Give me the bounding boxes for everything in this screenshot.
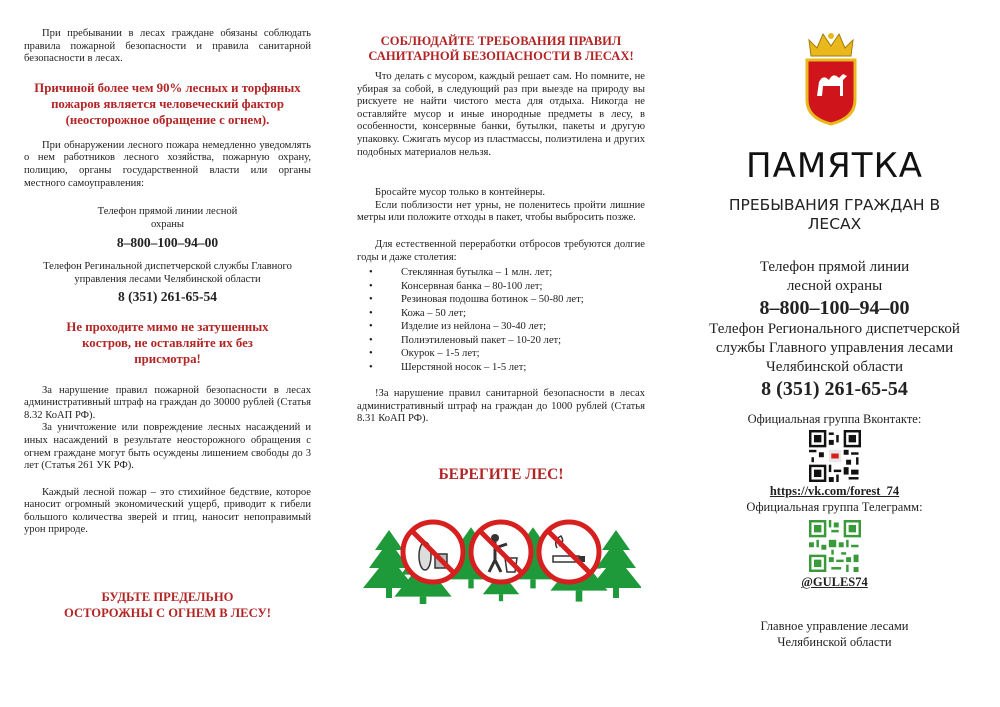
- list-item: • Полиэтиленовый пакет – 10-20 лет;: [401, 334, 645, 348]
- list-item: • Изделие из нейлона – 30-40 лет;: [401, 320, 645, 334]
- brochure-title: ПАМЯТКА: [746, 146, 923, 186]
- damage-text: Каждый лесной пожар – это стихийное бедствие, которое наносит огромный экономический ущерб, приводит к гибели большого количества зверей и птиц, наносит непоправимый урон природе.: [24, 486, 311, 536]
- criminal-liability-text: За уничтожение или повреждение лесных насаждений и иных насаждений в результате неосторожного обращения с огнем граждане могут быть осуждены лишением свободы до 3 лет (Статья 261 УК РФ).: [24, 422, 311, 472]
- brochure-subtitle: ПРЕБЫВАНИЯ ГРАЖДАН В ЛЕСАХ: [728, 196, 941, 233]
- list-item: • Окурок – 1-5 лет;: [401, 347, 645, 361]
- fine-fire-text: За нарушение правил пожарной безопасности в лесах административный штраф на граждан до 30000 рублей (Статья 8.32 КоАП РФ).: [24, 384, 311, 421]
- cover-hotline-label: Телефон прямой линии лесной охраны: [759, 259, 910, 294]
- containers-text: Бросайте мусор только в контейнеры.: [375, 187, 546, 199]
- cover-regional-label: Телефон Регионального диспетчерской службы Главного управления лесами Челябинской области: [709, 321, 960, 375]
- list-item: • Шерстяной носок – 1-5 лет;: [401, 361, 645, 375]
- hotline-label: Телефон прямой линии лесной охраны: [97, 206, 238, 230]
- telegram-handle[interactable]: @GULES74: [801, 575, 868, 589]
- column-cover: [667, 0, 1000, 707]
- no-dumping-sign-icon: [471, 522, 531, 582]
- no-bin-text: Если поблизости нет урны, не поленитесь пройти лишние метры или положите отходы в пакет, чтобы выбросить позже.: [357, 199, 645, 224]
- column-sanitary: [333, 0, 667, 707]
- sanitary-fine-text: !За нарушение правил санитарной безопасности в лесах административный штраф на граждан до 1000 рублей (Статья 8.31 КоАП РФ).: [357, 388, 645, 425]
- vk-label: Официальная группа Вконтакте:: [747, 412, 922, 426]
- telegram-qr-code-icon: [809, 520, 861, 572]
- warning-human-factor: Причиной более чем 90% лесных и торфяных пожаров является человеческий фактор (неосторожное обращение с огнем).: [34, 80, 301, 127]
- cover-regional-phone: 8 (351) 261-65-54: [761, 378, 908, 400]
- cover-hotline-phone: 8–800–100–94–00: [759, 297, 910, 319]
- warning-campfire: Не проходите мимо не затушенных костров, не оставляйте их без присмотра!: [66, 319, 269, 366]
- report-fire-text: При обнаружении лесного пожара немедленно уведомлять о нем работников лесного хозяйства, пожарную охрану, полицию, органы государственной власти или органы местного самоуправления:: [24, 139, 311, 189]
- decomposition-list: [357, 266, 645, 374]
- sanitary-heading: СОБЛЮДАЙТЕ ТРЕБОВАНИЯ ПРАВИЛ САНИТАРНОЙ БЕЗОПАСНОСТИ В ЛЕСАХ!: [368, 34, 634, 63]
- chelyabinsk-emblem-icon: [803, 30, 859, 126]
- column-fire-safety: [0, 0, 333, 707]
- regional-phone: 8 (351) 261-65-54: [118, 288, 217, 304]
- no-litter-sign-icon: [403, 522, 463, 582]
- list-item: • Кожа – 50 лет;: [401, 307, 645, 321]
- decomposition-intro: Для естественной переработки отбросов требуются долгие годы и даже столетия:: [357, 238, 645, 263]
- publisher-footer: Главное управление лесами Челябинской области: [760, 619, 909, 649]
- vk-link[interactable]: https://vk.com/forest_74: [769, 484, 900, 498]
- intro-text: При пребывании в лесах граждане обязаны соблюдать правила пожарной безопасности и правила санитарной безопасности в лесах.: [24, 28, 311, 65]
- closing-warning: БУДЬТЕ ПРЕДЕЛЬНО ОСТОРОЖНЫ С ОГНЕМ В ЛЕСУ!: [64, 590, 271, 621]
- vk-qr-code-icon: [809, 430, 861, 482]
- list-item: • Резиновая подошва ботинок – 50-80 лет;: [401, 293, 645, 307]
- list-item: • Консервная банка – 80-100 лет;: [401, 280, 645, 294]
- prohibition-signs-illustration: [361, 494, 641, 604]
- list-item: • Стеклянная бутылка – 1 млн. лет;: [401, 266, 645, 280]
- regional-label: Телефон Регинальной диспетчерской службы Главного управления лесами Челябинской области: [43, 261, 292, 285]
- no-fire-sign-icon: [539, 522, 599, 582]
- telegram-label: Официальная группа Телеграмм:: [746, 500, 923, 514]
- save-forest-slogan: БЕРЕГИТЕ ЛЕС!: [438, 465, 564, 483]
- trash-paragraph: Что делать с мусором, каждый решает сам. Но помните, не убирая за собой, в следующий раз при выезде на природу вы рискуете не найти чистого места для отдыха. Никогда не оставляйте мусор и иные инородные предметы в лесу, в особенности, консервные банки, бутылки, пакеты и другую упаковку. Сжигать мусор из пластмассы, полиэтилена и других подобных материалов нельзя.: [357, 71, 645, 158]
- hotline-phone: 8–800–100–94–00: [116, 235, 219, 251]
